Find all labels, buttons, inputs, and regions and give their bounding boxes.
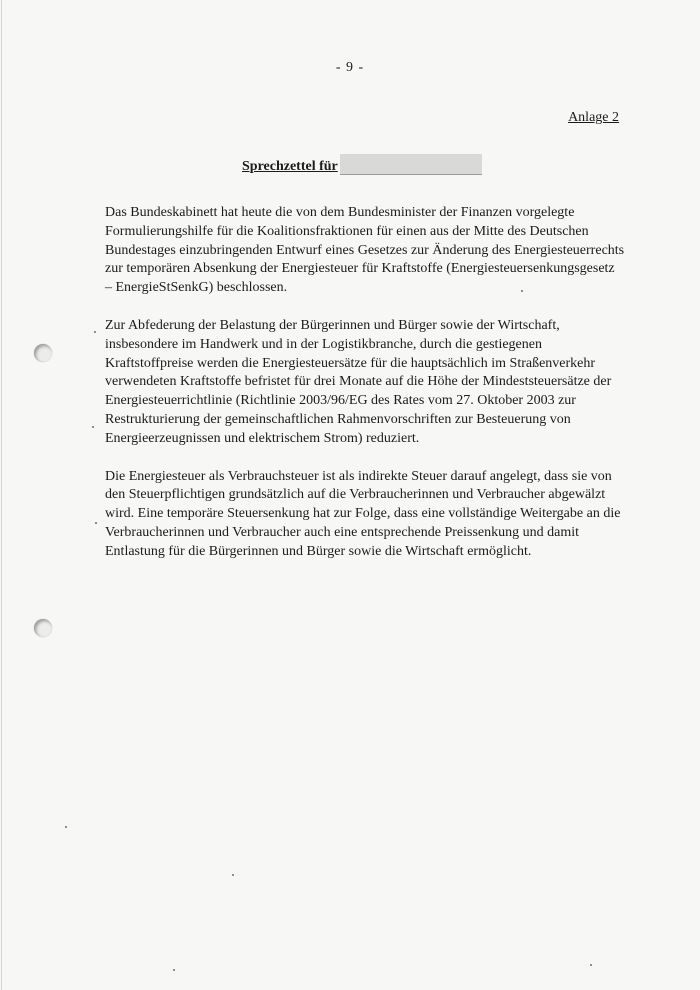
paragraph-2: Zur Abfederung der Belastung der Bürgerinnen und Bürger sowie der Wirtschaft, insbesondere im Handwerk und in der Logistikbranche, durch die gestiegenen Kraftstoffpreise werden die Energiesteuersätze für die hauptsächlich im Straßenverkehr verwendeten Kraftstoffe befristet für drei Monate auf die Höhe der Mindeststeuersätze der Energiesteuerrichtlinie (Richtlinie 2003/96/EG des Rates vom 27. Oktober 2003 zur Restrukturierung der gemeinschaftlichen Rahmenvorschriften zur Besteuerung von Energieerzeugnissen und elektrischem Strom) reduziert. <box>105 317 612 446</box>
body-text <box>105 204 625 581</box>
page-number: - 9 - <box>335 60 365 75</box>
scan-speck <box>95 522 97 524</box>
scan-speck <box>232 874 234 876</box>
paragraph-3: Die Energiesteuer als Verbrauchsteuer ist als indirekte Steuer darauf angelegt, dass sie von den Steuerpflichtigen grundsätzlich auf die Verbraucherinnen und Verbraucher abgewälzt wird. Eine temporäre Steuersenkung hat zur Folge, dass eine vollständige Weitergabe an die Verbraucherinnen und Verbraucher auch eine entsprechende Preissenkung und damit Entlastung für die Bürgerinnen und Bürger sowie die Wirtschaft ermöglicht. <box>105 468 621 559</box>
heading-block <box>242 154 482 178</box>
scan-speck <box>590 964 592 966</box>
punch-hole-top <box>34 344 52 362</box>
page-edge <box>1 0 2 990</box>
scan-speck <box>173 969 175 971</box>
redaction-bar <box>340 154 482 175</box>
scan-speck <box>92 426 94 428</box>
annex-label: Anlage 2 <box>568 110 619 125</box>
scan-speck <box>94 331 96 333</box>
punch-hole-bottom <box>34 619 52 637</box>
scan-speck <box>521 290 523 292</box>
paragraph-1: Das Bundeskabinett hat heute die von dem Bundesminister der Finanzen vorgelegte Formulierungshilfe für die Koalitionsfraktionen für einen aus der Mitte des Deutschen Bundestages einzubringenden Entwurf eines Gesetzes zur Änderung des Energiesteuerrechts zur temporären Absenkung der Energiesteuer für Kraftstoffe (Energiesteuersenkungsgesetz – EnergieStSenkG) beschlossen. <box>105 205 625 296</box>
scan-speck <box>65 826 67 828</box>
page-heading: Sprechzettel für <box>242 159 338 174</box>
